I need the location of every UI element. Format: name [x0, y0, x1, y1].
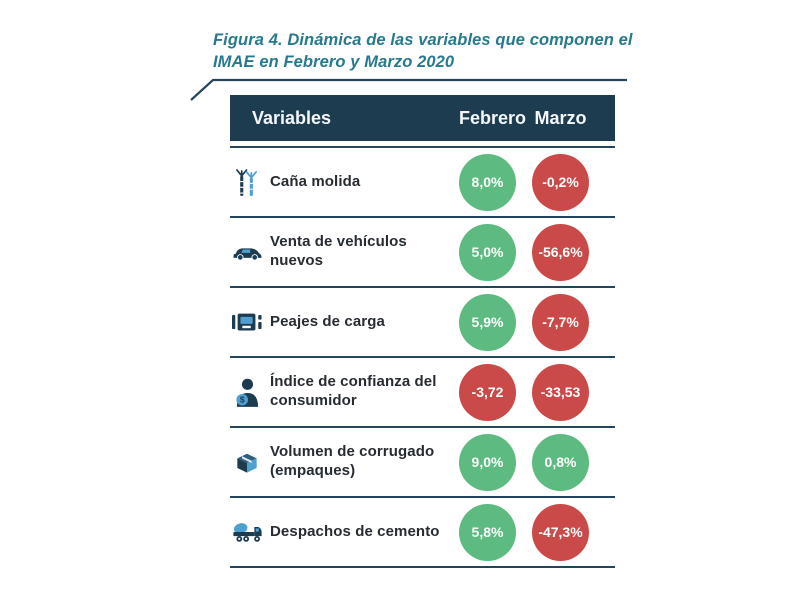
marzo-value-badge: [532, 224, 589, 281]
febrero-value: 9,0%: [471, 454, 504, 470]
marzo-value: -7,7%: [542, 314, 579, 330]
cement-truck-icon: [232, 522, 263, 543]
toll-booth-icon: [232, 313, 262, 331]
marzo-value-badge: [532, 294, 589, 351]
febrero-value-badge: [459, 434, 516, 491]
column-header-marzo: Marzo: [534, 107, 587, 128]
row-label: Volumen de corrugado (empaques): [270, 443, 435, 479]
table-row: [230, 218, 615, 288]
febrero-value: 5,9%: [471, 314, 504, 330]
table-rows: [230, 146, 615, 568]
column-header-variables: Variables: [252, 107, 332, 128]
row-icon-slot: [230, 313, 264, 331]
sugarcane-icon: [235, 168, 260, 197]
marzo-value-badge: [532, 434, 589, 491]
febrero-value: 8,0%: [471, 174, 504, 190]
febrero-value-badge: [459, 504, 516, 561]
marzo-value-badge: [532, 504, 589, 561]
febrero-value: -3,72: [471, 384, 504, 400]
table-row: [230, 288, 615, 358]
marzo-value: -0,2%: [542, 174, 579, 190]
febrero-value-badge: [459, 224, 516, 281]
svg-text:$: $: [239, 394, 245, 405]
febrero-value-badge: [459, 154, 516, 211]
row-icon-slot: [230, 168, 264, 197]
row-label: Caña molida: [270, 172, 361, 190]
marzo-value-badge: [532, 154, 589, 211]
febrero-value-badge: [459, 364, 516, 421]
row-icon-slot: [230, 522, 264, 543]
row-label: Índice de confianza del consumidor: [270, 373, 437, 409]
table-row: [230, 148, 615, 218]
box-icon: [235, 451, 259, 474]
marzo-value: -47,3%: [538, 524, 583, 540]
table-row: [230, 428, 615, 498]
table-header-row: [230, 95, 615, 141]
row-label: Despachos de cemento: [270, 522, 440, 540]
marzo-value: -33,53: [540, 384, 581, 400]
row-label: Peajes de carga: [270, 312, 385, 330]
imae-variables-table: [230, 95, 615, 568]
marzo-value: -56,6%: [538, 244, 583, 260]
column-header-febrero: Febrero: [459, 107, 527, 128]
table-row: [230, 498, 615, 568]
febrero-value-badge: [459, 294, 516, 351]
febrero-value: 5,0%: [471, 244, 504, 260]
row-icon-slot: [230, 243, 264, 261]
consumer-icon: [235, 378, 260, 407]
febrero-value: 5,8%: [471, 524, 504, 540]
marzo-value-badge: [532, 364, 589, 421]
row-icon-slot: [230, 378, 264, 407]
figure-title: Figura 4. Dinámica de las variables que componen el IMAE en Febrero y Marzo 2020: [213, 31, 633, 71]
car-icon: [233, 243, 262, 261]
row-icon-slot: [230, 451, 264, 474]
table-row: [230, 358, 615, 428]
marzo-value: 0,8%: [544, 454, 577, 470]
row-label: Venta de vehículos nuevos: [270, 233, 407, 269]
